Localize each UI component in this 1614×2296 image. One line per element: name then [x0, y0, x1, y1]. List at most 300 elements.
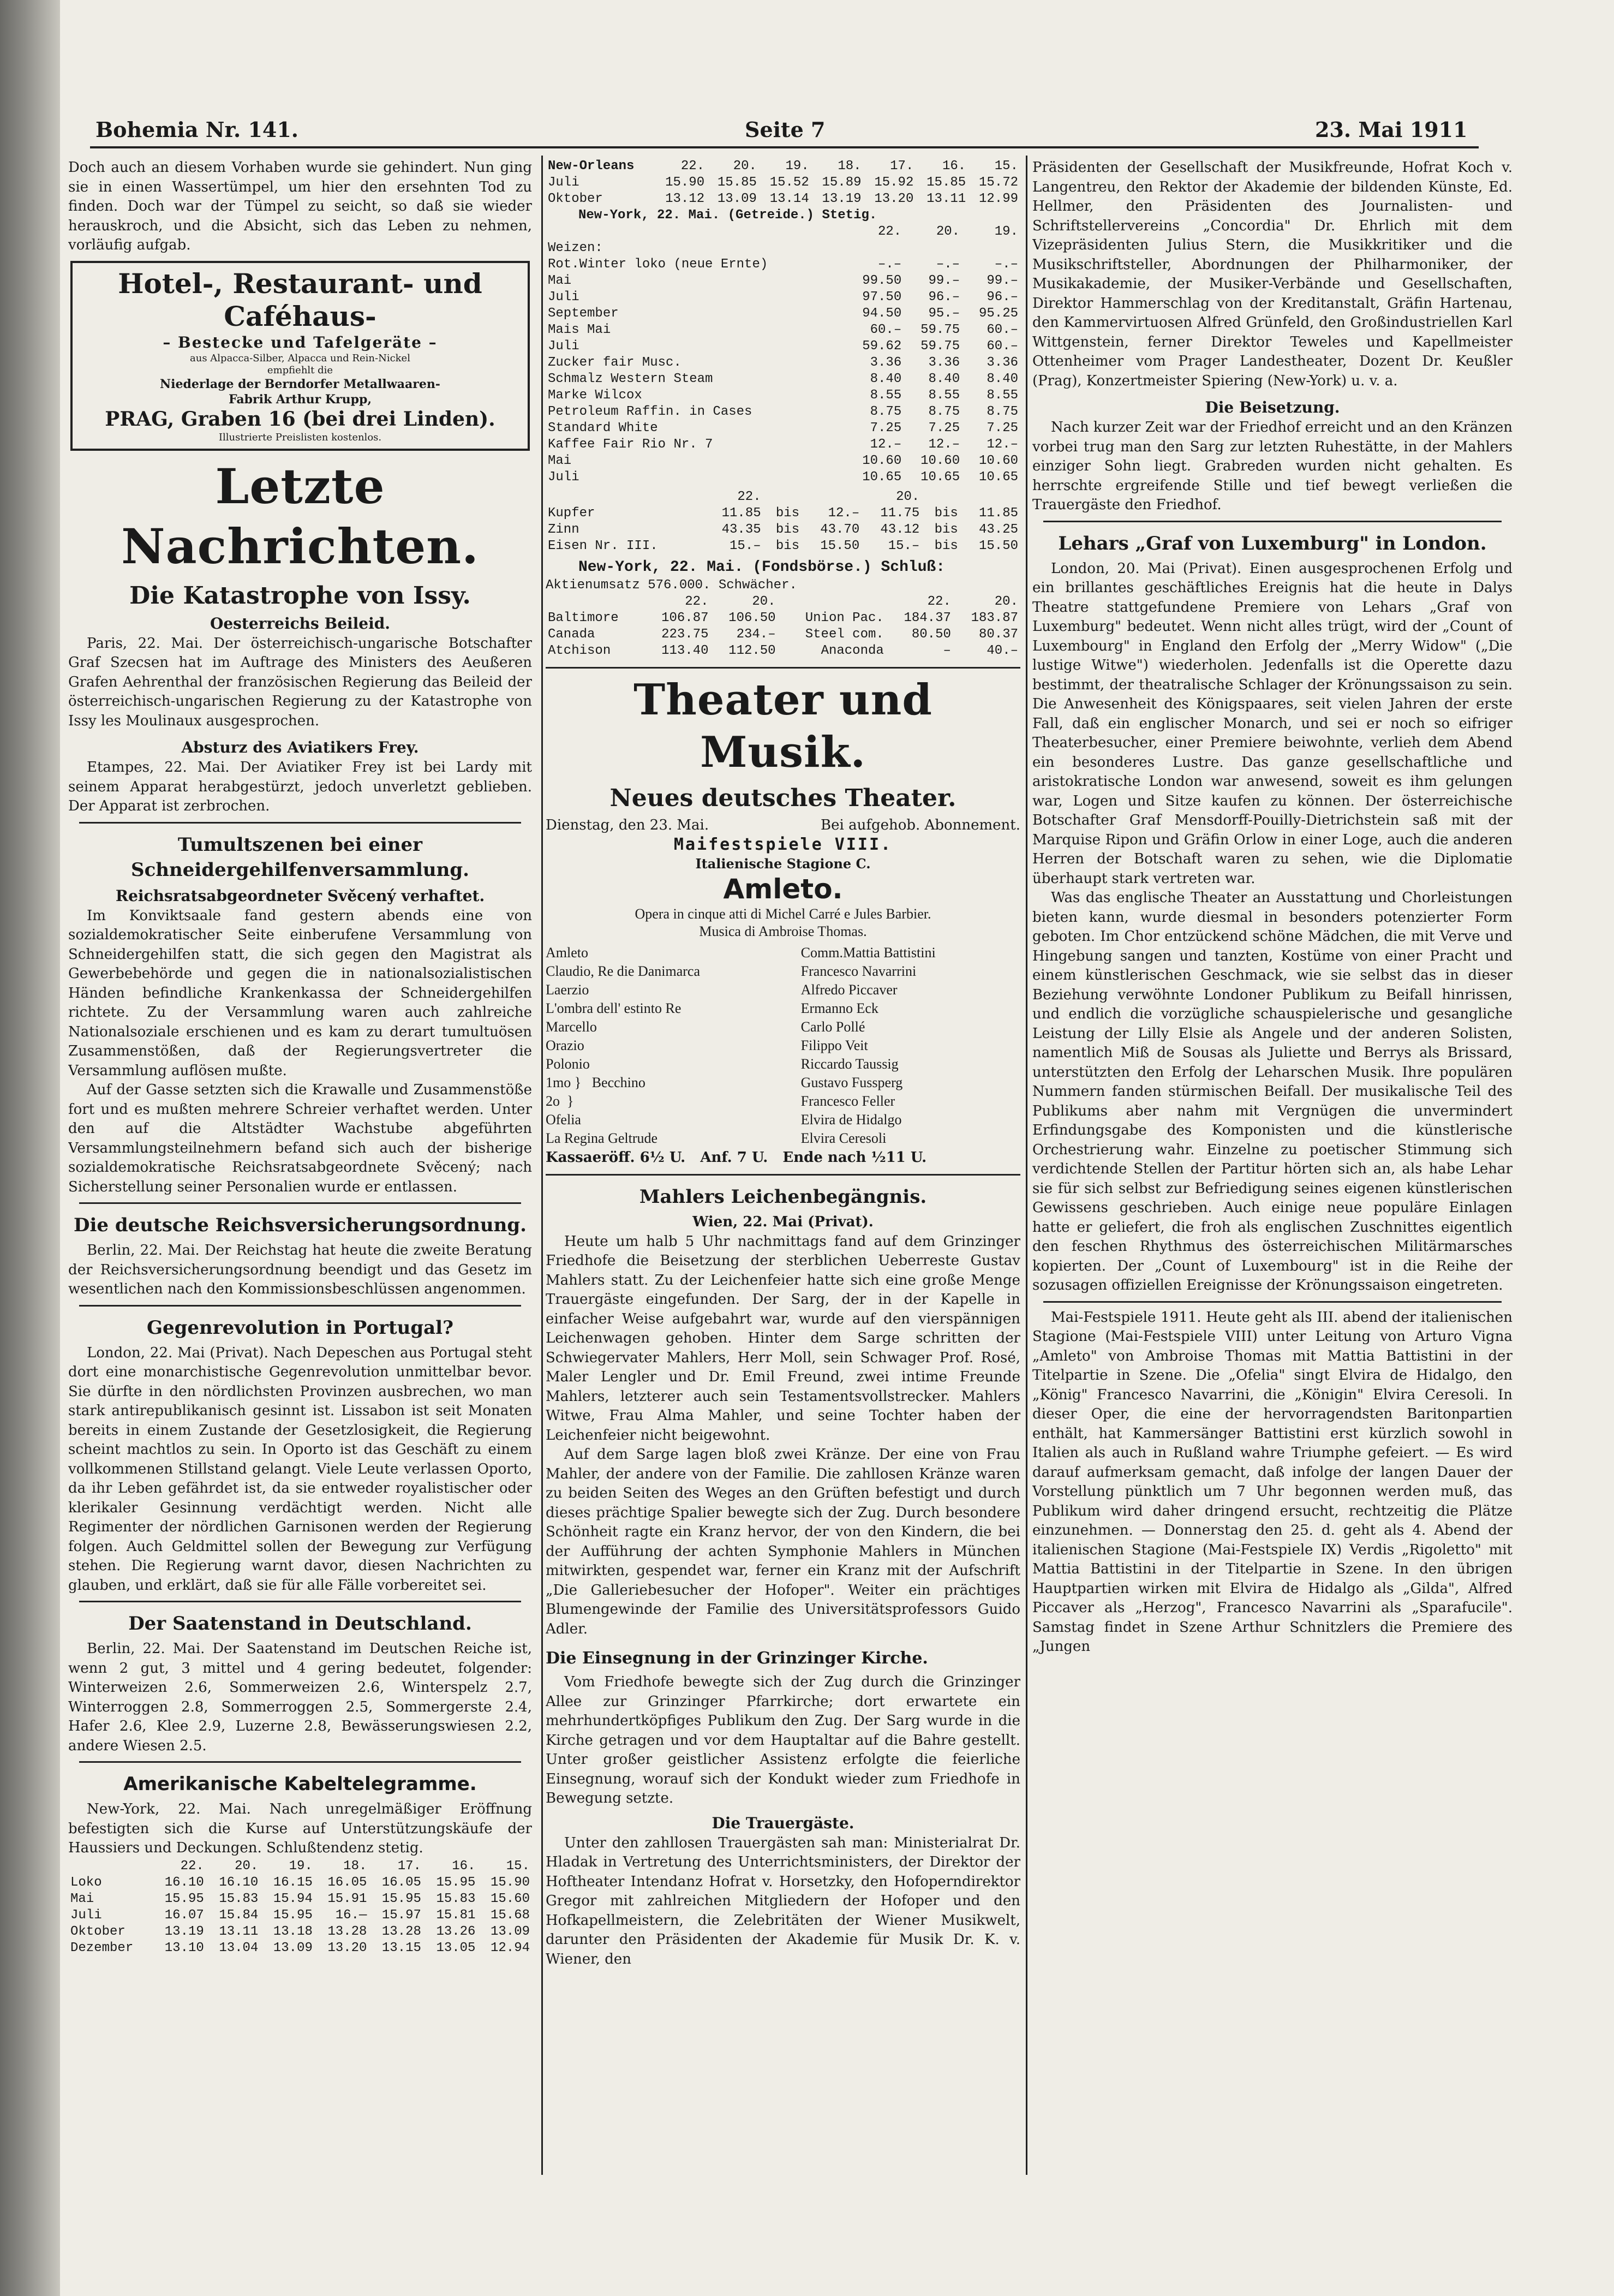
table-cell: 8.40	[987, 372, 1018, 386]
table-cell: bis	[934, 522, 958, 537]
table-cell: Kaffee Fair Rio Nr. 7	[548, 437, 713, 452]
table-cell: 7.25	[928, 421, 960, 436]
cotton-table-newyork	[68, 1858, 532, 1957]
table-cell: 15.85	[926, 175, 966, 190]
table-cell: 106.87	[661, 611, 709, 625]
table-cell: 10.65	[978, 470, 1018, 485]
article-title-issy: Die Katastrophe von Issy.	[129, 581, 471, 610]
table-cell: 13.12	[665, 192, 705, 206]
table-row	[546, 627, 1020, 643]
separator	[1043, 521, 1502, 522]
table-cell: 16.	[942, 159, 966, 174]
table-cell: 16.05	[327, 1875, 367, 1890]
table-cell: 43.25	[978, 522, 1018, 537]
table-cell: 43.35	[721, 522, 761, 537]
table-cell: 16.05	[381, 1875, 421, 1890]
table-cell: 15.	[994, 159, 1018, 174]
table-cell	[845, 240, 904, 257]
table-cell: 15.97	[381, 1907, 421, 1923]
cast-singer: Francesco Navarrini	[800, 963, 917, 979]
cast-role: 1mo } Becchino	[546, 1075, 645, 1090]
table-cell: Mai	[70, 1891, 94, 1906]
separator	[79, 1601, 521, 1602]
table-header-cell: 22.	[685, 594, 709, 609]
cast-row	[546, 1036, 1020, 1055]
table-cell: 99.50	[862, 273, 902, 288]
table-cell: 16.10	[219, 1875, 259, 1890]
table-cell: 22.	[680, 159, 705, 174]
article-text-einsegnung: Vom Friedhofe bewegte sich der Zug durch die Grinzinger Allee zur Grinzinger Pfarrkirche; dort erwartete ein mehrhundertköpfiges Publikum den Zug. Der Sarg wurde in die Kirche getragen und vor dem Hauptaltar auf die Bahre gestellt. Unter großer geistlicher Assistenz erfolgte die feierliche Einsegnung, worauf sich der Kondukt wieder zum Friedhofe in Bewegung setzte.	[546, 1674, 1020, 1806]
table-header-cell: 20.	[896, 490, 920, 504]
table-row	[546, 522, 1020, 538]
table-cell: 12.–	[828, 506, 860, 521]
table-cell: Anaconda	[821, 643, 884, 658]
table-cell: Mai	[548, 273, 572, 288]
table-cell: Dezember	[70, 1940, 134, 1955]
table-cell: 15.–	[730, 539, 761, 553]
table-cell: Juli	[548, 339, 579, 354]
article-title-tumult: Tumultszenen bei einer Schneidergehilfenversammlung.	[131, 833, 469, 881]
cast-singer: Riccardo Taussig	[800, 1056, 899, 1072]
table-cell: 13.04	[219, 1940, 259, 1955]
table-cell: Mai	[548, 454, 572, 468]
cast-singer: Comm.Mattia Battistini	[800, 945, 936, 961]
cast-role: Amleto	[546, 945, 588, 961]
table-header-row	[546, 489, 1020, 505]
table-header-cell: 15.	[506, 1858, 530, 1874]
table-row	[546, 505, 1020, 522]
table-cell: 59.75	[920, 323, 960, 337]
table-cell: 13.26	[436, 1924, 476, 1939]
table-header-cell	[546, 594, 643, 610]
separator	[79, 1305, 521, 1307]
table-cell: 8.40	[928, 372, 960, 386]
table-cell: 10.65	[862, 470, 902, 485]
cast-row	[546, 944, 1020, 962]
table-header-cell: 20.	[235, 1858, 259, 1874]
table-row	[546, 610, 1020, 627]
table-cell	[904, 240, 962, 257]
table-header-cell: 17.	[397, 1858, 421, 1874]
article-text-frey: Etampes, 22. Mai. Der Aviatiker Frey ist bei Lardy mit seinem Apparat herabgestürzt, jedoch unverletzt geblieben. Der Apparat ist zerbrochen.	[68, 759, 532, 814]
table-cell: Rot.Winter loko (neue Ernte)	[548, 257, 768, 272]
table-cell: Kupfer	[548, 506, 595, 521]
table-cell: 13.15	[381, 1940, 421, 1955]
ad-address: PRAG, Graben 16 (bei drei Linden).	[105, 407, 495, 431]
advertisement-box	[70, 261, 530, 451]
table-cell: 8.55	[870, 388, 902, 403]
article-text-lehar-2: Was das englische Theater an Ausstattung und Chorleistungen bieten kann, wurde diesmal in besonders potenzierter Form geboten. Im Chor entzückend schöne Mädchen, die mit Verve und Hingebung sangen und tanzten, Kostüme von einer Pracht und einem künstlerischen Geschmack, wie sie selbst das in dieser Beziehung verwöhnte Londoner Publikum zu Beifall hinrissen, und endlich die vorzügliche schauspielerische und gesangliche Leistung der Lilly Elsie als Angele und der anderen Solisten, namentlich Miß de Sousas als Juliette und Berrys als Brissard, unterstützten den Erfolg der Leharschen Musik. Ihre populären Nummern fanden stürmischen Beifall. Der musikalische Teil des Publikums aber nahm mit Vergnügen die unvermindert Erfindungsgabe des Komponisten und die künstlerische Orchestrierung wahr. Einzelne zu poetischer Stimmung sich verdichtende Stellen der Partitur hörten sich an, als habe Lehar sie für sich selbst zur Befriedigung seines eigenen künstlerischen Gewissens geschrieben. Auch einige neue populäre Einlagen hatte er geliefert, die froh als englischen Zuschnittes eigentlich den feschen Rhythmus des österreichischen Militärmarsches kopierten. Der „Count of Luxembourg" ist in die Reihe der sozusagen offiziellen Ereignisse der Krönungssaison eingetreten.	[1032, 890, 1513, 1293]
cast-row	[546, 1018, 1020, 1036]
table-cell: 94.50	[862, 306, 902, 321]
ad-line-5: Niederlage der Berndorfer Metallwaaren-	[160, 377, 440, 391]
separator	[79, 822, 521, 824]
separator	[1043, 1301, 1502, 1303]
table-cell: 12.–	[987, 437, 1018, 452]
stagione-name: Italienische Stagione C.	[695, 856, 871, 872]
cast-singer: Alfredo Piccaver	[800, 982, 898, 998]
metal-table	[546, 489, 1020, 554]
section-rule	[546, 667, 1020, 669]
table-cell: Marke Wilcox	[548, 388, 642, 403]
column-2	[546, 158, 1020, 2178]
table-row	[546, 322, 1020, 338]
table-row	[546, 273, 1020, 289]
table-cell: 18.	[838, 159, 862, 174]
article-text-tumult-1: Im Konviktsaale fand gestern abends eine von sozialdemokratischer Seite einberufene Versammlung von Schneidergehilfen statt, die sich gegen den Magistrat als Gewerbebehörde und gegen die in nationalsozialistischen Händen befindliche Krankenkassa der Schneidergehilfen richtete. Zu der Versammlung waren auch zahlreiche Nationalsoziale erschienen und es kam zu derart tumultuösen Zusammenstößen, daß der Regierungsvertreter die Versammlung auflösen mußte.	[68, 907, 532, 1079]
table-cell: bis	[934, 539, 958, 553]
table-cell: Zucker fair Musc.	[548, 355, 682, 370]
table-header-cell: 16.	[452, 1858, 476, 1874]
article-title-mahler: Mahlers Leichenbegängnis.	[639, 1186, 927, 1208]
table-cell: 15.52	[769, 175, 809, 190]
table-cell: 15.–	[888, 539, 920, 553]
table-cell: 13.28	[381, 1924, 421, 1939]
table-cell: 7.25	[870, 421, 902, 436]
intro-paragraph: Doch auch an diesem Vorhaben wurde sie gehindert. Nun ging sie in einen Wassertümpel, um hier den ersehnten Tod zu finden. Doch war der Tümpel zu seicht, so daß sie wieder herauskroch, und die Absicht, sich das Leben zu nehmen, vorläufig aufgab.	[68, 159, 532, 253]
cast-role: Claudio, Re die Danimarca	[546, 963, 701, 979]
cast-role: Ofelia	[546, 1112, 581, 1128]
table-cell: 15.85	[717, 175, 757, 190]
table-header-cell	[68, 1858, 152, 1875]
table-row	[546, 257, 1020, 273]
table-row	[546, 538, 1020, 554]
table-cell: 60.–	[870, 323, 902, 337]
article-title-reichsversicherung: Die deutsche Reichsversicherungsordnung.	[74, 1214, 527, 1236]
table-cell: Mais Mai	[548, 323, 611, 337]
table-cell: 13.28	[327, 1924, 367, 1939]
header-rule	[90, 146, 1479, 148]
cast-row	[546, 981, 1020, 999]
table-cell: 15.90	[490, 1875, 530, 1890]
table-cell: 15.83	[436, 1891, 476, 1906]
table-cell: Atchison	[548, 643, 611, 658]
table-header-cell: 19.	[994, 224, 1018, 239]
table-cell: Weizen:	[548, 241, 603, 255]
article-text-kabel: New-York, 22. Mai. Nach unregelmäßiger Eröffnung befestigten sich die Kurse auf Unterstützungskäufe der Haussiers und Deckungen. Schlußtendenz stetig.	[68, 1801, 532, 1856]
table-cell: 43.12	[880, 522, 920, 537]
article-text-saatenstand: Berlin, 22. Mai. Der Saatenstand im Deutschen Reiche ist, wenn 2 gut, 3 mittel und 4 gering bedeutet, folgender: Winterweizen 2.6, Sommerweizen 2.6, Winterspelz 2.7, Winterroggen 2.8, Sommerroggen 2.5, Sommergerste 2.4, Hafer 2.6, Klee 2.9, Luzerne 2.8, Bewässerungswiesen 2.2, andere Wiesen 2.5.	[68, 1641, 532, 1754]
table-cell: 16.07	[164, 1907, 204, 1923]
table-cell: 96.–	[987, 290, 1018, 305]
table-cell: Juli	[548, 470, 579, 485]
column-rule-2	[1026, 156, 1027, 2175]
cast-role: Polonio	[546, 1056, 590, 1072]
table-cell: 16.—	[335, 1907, 367, 1923]
table-cell: Eisen Nr. III.	[548, 539, 658, 553]
table-header-cell: 20.	[936, 224, 960, 239]
cast-role: 2o }	[546, 1093, 574, 1109]
table-header-row	[546, 224, 1020, 240]
table-cell: 10.60	[862, 454, 902, 468]
table-cell: 60.–	[987, 339, 1018, 354]
table-header-cell: 22.	[737, 490, 761, 504]
cast-singer: Filippo Veit	[800, 1037, 868, 1053]
table-row	[68, 1907, 532, 1924]
table-cell: bis	[934, 506, 958, 521]
article-text-beisetzung: Nach kurzer Zeit war der Friedhof erreicht und an den Kränzen vorbei trug man den Sarg zur letzten Ruhestätte, in der Mahlers einziger Sohn liegt. Grabreden wurden nicht gehalten. Es herrschte ergreifende Stille und tief bewegt verließen die Trauergäste den Friedhof.	[1032, 419, 1513, 513]
table-cell: 15.89	[822, 175, 862, 190]
table-cell: 15.95	[436, 1875, 476, 1890]
table-row	[546, 643, 1020, 659]
table-cell: 11.85	[978, 506, 1018, 521]
table-cell: 15.91	[327, 1891, 367, 1906]
table-header-row	[546, 594, 1020, 610]
table-header-cell: 19.	[289, 1858, 313, 1874]
table-cell: New-Orleans	[548, 159, 635, 174]
article-text-mahler-1: Heute um halb 5 Uhr nachmittags fand auf dem Grinzinger Friedhofe die Beisetzung der sterblichen Ueberreste Gustav Mahlers statt. Zu der Leichenfeier hatte sich eine große Menge Trauergäste eingefunden. Der Sarg, der in der Kapelle in einfacher Weise aufgebahrt war, wurde auf den vierspännigen Leichenwagen gehoben. Hinter dem Sarge schritten der Schwiegervater Mahlers, Herr Moll, sein Schwager Prof. Rosé, Maler Lengler und Dr. Emil Freund, zwei intime Freunde Mahlers, letzterer auch sein Testamentsvollstrecker. Mahlers Witwe, Frau Alma Mahler, und seine Tochter haben der Leichenfeier nicht beigewohnt.	[546, 1233, 1020, 1444]
article-text-reichsversicherung: Berlin, 22. Mai. Der Reichstag hat heute die zweite Beratung der Reichsversicherungsordnung beendigt und das Gesetz im wesentlichen nach den Kommissionsbeschlüssen angenommen.	[68, 1242, 532, 1297]
table-cell: 60.–	[987, 323, 1018, 337]
article-subtitle-trauergaeste: Die Trauergäste.	[712, 1814, 854, 1832]
article-title-portugal: Gegenrevolution in Portugal?	[146, 1316, 454, 1339]
ad-footer: Illustrierte Preislisten kostenlos.	[218, 431, 382, 443]
ad-line-6: Fabrik Arthur Krupp,	[228, 392, 372, 407]
table-cell: 97.50	[862, 290, 902, 305]
cast-role: La Regina Geltrude	[546, 1130, 658, 1146]
table-cell: 3.36	[987, 355, 1018, 370]
table-cell: Loko	[70, 1875, 102, 1890]
table-row	[68, 1875, 532, 1891]
table-row	[546, 437, 1020, 453]
article-subtitle-beileid: Oesterreichs Beileid.	[210, 614, 391, 633]
table-cell: 234.–	[736, 627, 776, 642]
article-title-saatenstand: Der Saatenstand in Deutschland.	[128, 1613, 472, 1635]
table-row	[546, 306, 1020, 322]
cast-row	[546, 1074, 1020, 1092]
cast-list	[546, 944, 1020, 1148]
table-cell: 59.62	[862, 339, 902, 354]
performance-times: Kassaeröff. 6½ U. Anf. 7 U. Ende nach ½11 U.	[546, 1149, 927, 1166]
stock-subheading: Aktienumsatz 576.000. Schwächer.	[546, 578, 797, 593]
table-cell: 40.–	[987, 643, 1018, 658]
table-cell: 8.75	[987, 404, 1018, 419]
table-cell: 13.09	[273, 1940, 313, 1955]
table-row	[68, 1940, 532, 1957]
table-cell: –.–	[994, 257, 1018, 272]
table-cell: Baltimore	[548, 611, 619, 625]
table-cell: 8.55	[928, 388, 960, 403]
article-text-portugal: London, 22. Mai (Privat). Nach Depeschen aus Portugal steht dort eine monarchistische Gegenrevolution unmittelbar bevor. Sie dürfte in den nördlichsten Provinzen ausbrechen, wo man stark antirepublikanisch gesinnt ist. Lissabon ist seit Monaten bereits in einem Zustande der Gesetzlosigkeit, die Regierung scheint machtlos zu sein. In Oporto ist das Geschäft zu einem vollkommenen Stillstand gelangt. Viele Leute verlassen Oporto, da ihr Leben gefährdet ist, da sie entweder royalistischer oder klerikaler Gesinnung verdächtigt werden. Nicht alle Regimenter der nördlichen Garnisonen werden der Regierung folgen. Auch Geldmittel sollen der Bewegung zur Verfügung stehen. Die Regierung warnt davor, diesen Nachrichten zu glauben, und erklärt, daß sie für alle Fälle vorbereitet sei.	[68, 1344, 532, 1594]
table-cell: Steel com.	[805, 627, 884, 642]
cast-singer: Elvira de Hidalgo	[800, 1112, 902, 1128]
table-cell: Union Pac.	[805, 611, 884, 625]
table-header-cell	[763, 489, 802, 505]
table-cell: 17.	[890, 159, 914, 174]
table-cell: Oktober	[70, 1924, 125, 1939]
cast-role: Laerzio	[546, 982, 589, 998]
table-cell: 10.60	[920, 454, 960, 468]
column-3	[1032, 158, 1513, 2178]
ad-title: Hotel-, Restaurant- und Caféhaus-	[118, 267, 482, 332]
separator	[79, 1202, 521, 1204]
table-cell: 80.37	[978, 627, 1018, 642]
table-header-cell: 22.	[927, 594, 951, 609]
cotton-table-neworleans	[546, 158, 1020, 207]
mahler-dateline: Wien, 22. Mai (Privat).	[692, 1214, 874, 1230]
table-cell: 15.95	[381, 1891, 421, 1906]
table-cell: 99.–	[928, 273, 960, 288]
table-cell: 8.40	[870, 372, 902, 386]
article-subtitle-einsegnung: Die Einsegnung in der Grinzinger Kirche.	[546, 1649, 928, 1668]
table-cell: –.–	[936, 257, 960, 272]
header-left: Bohemia Nr. 141.	[95, 117, 299, 142]
table-cell: 15.60	[490, 1891, 530, 1906]
opera-title: Amleto.	[723, 873, 843, 905]
table-header-cell: 20.	[994, 594, 1018, 609]
article-text-tumult-2: Auf der Gasse setzten sich die Krawalle und Zusammenstöße fort und es mußten mehrere Schreier verhaftet werden. Unter den auf die Altstädter Wachstube abgeführten Versammlungsteilnehmern befand sich auch der bisherige sozialdemokratische Reichsratsabgeordnete Svěcený; nach Sicherstellung seiner Personalien wurde er entlassen.	[68, 1082, 532, 1195]
table-cell	[962, 240, 1020, 257]
table-cell: 112.50	[728, 643, 776, 658]
table-cell: 13.19	[822, 192, 862, 206]
table-cell: 15.92	[874, 175, 914, 190]
table-cell: 15.83	[219, 1891, 259, 1906]
cast-role: Orazio	[546, 1037, 584, 1053]
article-text-maifestspiele: Mai-Festspiele 1911. Heute geht als III. abend der italienischen Stagione (Mai-Festspiele VIII) unter Leitung von Arturo Vigna „Amleto" von Ambroise Thomas mit Mattia Battistini in der Titelpartie in Szene. Die „Ofelia" singt Elvira de Hidalgo, den „König" Francesco Navarrini, die „Königin" Elvira Ceresoli. In dieser Oper, die eine der hervorragendsten Baritonpartien enthält, hat Kammersänger Battistini erst kürzlich sowohl in Italien als auch in Rußland wahre Triumphe gefeiert. — Es wird darauf aufmerksam gemacht, daß infolge der langen Dauer der Vorstellung pünktlich um 7 Uhr begonnen werden muß, das Publikum wird daher dringend ersucht, rechtzeitig die Plätze einzunehmen. — Donnerstag den 25. d. geht als 4. Abend der italienischen Stagione (Mai-Festspiele IX) Verdis „Rigoletto" mit Mattia Battistini in der Titelpartie in Szene. In den übrigen Hauptpartien wirken mit Elvira de Hidalgo als „Gilda", Alfred Piccaver als „Herzog", Francesco Navarrini als „Sparafucile". Samstag findet in Szene Arthur Schnitzlers die Premiere des „Jungen	[1032, 1309, 1513, 1655]
cast-role: Marcello	[546, 1019, 597, 1035]
table-row	[546, 240, 1020, 257]
table-cell: 12.–	[870, 437, 902, 452]
table-header-cell	[546, 489, 703, 505]
cast-row	[546, 1111, 1020, 1129]
table-cell: –.–	[878, 257, 902, 272]
main-section-title: Letzte Nachrichten.	[121, 457, 479, 575]
table-cell: Juli	[548, 175, 579, 190]
opera-subtitle-1: Opera in cinque atti di Michel Carré e Jules Barbier.	[635, 906, 931, 922]
table-cell: 16.10	[164, 1875, 204, 1890]
ad-line-2: – Bestecke und Tafelgeräte –	[163, 333, 438, 351]
table-cell: Schmalz Western Steam	[548, 372, 713, 386]
table-cell: 12.99	[978, 192, 1018, 206]
table-cell: 11.85	[721, 506, 761, 521]
table-cell: 15.50	[820, 539, 860, 553]
article-subtitle-beisetzung: Die Beisetzung.	[1205, 398, 1340, 416]
table-cell: 11.75	[880, 506, 920, 521]
grain-heading: New-York, 22. Mai. (Getreide.) Stetig.	[578, 208, 877, 223]
table-cell: 15.95	[273, 1907, 313, 1923]
table-cell: Standard White	[548, 421, 658, 436]
table-header-cell	[546, 224, 845, 240]
table-cell: 19.	[785, 159, 809, 174]
table-cell: 13.10	[164, 1940, 204, 1955]
table-row	[546, 404, 1020, 420]
table-cell: Oktober	[548, 192, 603, 206]
table-cell: Petroleum Raffin. in Cases	[548, 404, 752, 419]
opera-subtitle-2: Musica di Ambroise Thomas.	[699, 923, 867, 939]
table-cell: 10.60	[978, 454, 1018, 468]
table-cell: –	[943, 643, 951, 658]
separator	[79, 1761, 521, 1763]
article-subtitle-frey: Absturz des Aviatikers Frey.	[181, 738, 419, 756]
table-cell: 16.15	[273, 1875, 313, 1890]
table-cell: 13.20	[327, 1940, 367, 1955]
festival-name: Maifestspiele VIII.	[673, 835, 893, 854]
table-cell: Juli	[548, 290, 579, 305]
table-header-cell: 22.	[878, 224, 902, 239]
table-cell: 13.20	[874, 192, 914, 206]
column-1	[68, 158, 532, 2178]
table-cell: 15.50	[978, 539, 1018, 553]
table-cell: 15.84	[219, 1907, 259, 1923]
table-cell: 106.50	[728, 611, 776, 625]
cast-singer: Carlo Pollé	[800, 1019, 865, 1035]
table-cell: Zinn	[548, 522, 579, 537]
header-page-number: Seite 7	[745, 117, 826, 142]
table-row	[546, 420, 1020, 437]
table-cell: 13.11	[926, 192, 966, 206]
table-cell: Juli	[70, 1907, 102, 1923]
table-cell: 13.18	[273, 1924, 313, 1939]
table-cell: 15.81	[436, 1907, 476, 1923]
table-cell: September	[548, 306, 619, 321]
cast-row	[546, 1092, 1020, 1111]
table-cell: 12.94	[490, 1940, 530, 1955]
table-cell: 59.75	[920, 339, 960, 354]
table-cell: bis	[775, 539, 800, 553]
article-text-mahler-2: Auf dem Sarge lagen bloß zwei Kränze. Der eine von Frau Mahler, der andere von der Familie. Die zahllosen Kränze waren zu beiden Seiten des Weges an den Grüften befestigt und durch dieses prächtige Spalier bewegte sich der Zug. Durch besondere Schönheit ragte ein Kranz hervor, der von den Kindern, die bei der Aufführung der achten Symphonie Mahlers in München mitwirkten, gespendet war, ferner ein Kranz mit der Aufschrift „Die Galleriebesucher der Hofoper". Weiter ein prächtiges Blumengewinde der Familie des Universitätsprofessors Guido Adler.	[546, 1446, 1020, 1637]
table-cell: 223.75	[661, 627, 709, 642]
article-text-issy: Paris, 22. Mai. Der österreichisch-ungarische Botschafter Graf Szecsen hat im Auftrage des Ministers des Aeußeren Grafen Aehrenthal der französischen Regierung das Beileid der österreichisch-ungarischen Regierung zu der Katastrophe von Issy les Moulinaux ausgesprochen.	[68, 635, 532, 729]
table-cell: 15.72	[978, 175, 1018, 190]
cast-row	[546, 1129, 1020, 1148]
ad-line-4: empfiehlt die	[267, 364, 333, 376]
table-cell: 95.–	[928, 306, 960, 321]
table-cell: 13.09	[717, 192, 757, 206]
table-cell: 8.75	[870, 404, 902, 419]
table-cell: 10.65	[920, 470, 960, 485]
cast-singer: Gustavo Fussperg	[800, 1075, 903, 1090]
theater-name: Neues deutsches Theater.	[609, 784, 957, 812]
page-header	[65, 117, 1468, 145]
table-cell: 183.87	[971, 611, 1018, 625]
table-cell: 3.36	[928, 355, 960, 370]
cast-row	[546, 1055, 1020, 1074]
stock-table	[546, 594, 1020, 659]
theater-date: Dienstag, den 23. Mai.	[546, 817, 709, 833]
table-cell: 113.40	[661, 643, 709, 658]
table-cell: 96.–	[928, 290, 960, 305]
table-header-cell	[778, 594, 886, 610]
cast-role: L'ombra dell' estinto Re	[546, 1000, 682, 1016]
table-cell: 95.25	[978, 306, 1018, 321]
table-cell: 8.55	[987, 388, 1018, 403]
table-row	[546, 158, 1020, 175]
table-row	[68, 1924, 532, 1940]
table-cell: 80.50	[911, 627, 951, 642]
table-cell: 15.68	[490, 1907, 530, 1923]
table-cell: 184.37	[904, 611, 951, 625]
article-text-trauergaeste-cont: Präsidenten der Gesellschaft der Musikfreunde, Hofrat Koch v. Langentreu, den Rektor der Akademie der bildenden Künste, Ed. Hellmer, den Präsidenten des Journalisten- und Schriftstellervereins „Concordia" Dr. Ehrlich mit dem Vizepräsidenten Julius Stern, die Musikkritiker und die Musikschriftsteller, Abordnungen der Philharmoniker, der Musikakademie, der Musiker-Verbände und Gesellschaften, Direktor Hammerschlag von der Kreditanstalt, Gräfin Hartenau, den Kammervirtuosen Alfred Grünfeld, den Großindustriellen Karl Wittgenstein, ferner Direktor Teweles und Kapellmeister Ottenheimer vom Prager Landestheater, Dozent Dr. Keußler (Prag), Konzertmeister Spiering (New-York) u. v. a.	[1032, 159, 1513, 389]
column-rule-1	[541, 156, 543, 2175]
table-cell: 13.14	[769, 192, 809, 206]
table-row	[546, 387, 1020, 404]
table-cell: 43.70	[820, 522, 860, 537]
table-row	[546, 175, 1020, 191]
table-cell: 20.	[733, 159, 757, 174]
header-date: 23. Mai 1911	[1315, 117, 1468, 142]
table-cell: 3.36	[870, 355, 902, 370]
cast-singer: Ermanno Eck	[800, 1000, 878, 1016]
table-cell: 15.94	[273, 1891, 313, 1906]
table-cell: bis	[775, 522, 800, 537]
table-cell: 8.75	[928, 404, 960, 419]
table-row	[68, 1891, 532, 1907]
table-cell: 7.25	[987, 421, 1018, 436]
stock-heading: New-York, 22. Mai. (Fondsbörse.) Schluß:	[578, 559, 946, 576]
table-cell: Canada	[548, 627, 595, 642]
cast-row	[546, 999, 1020, 1018]
article-text-trauergaeste: Unter den zahllosen Trauergästen sah man: Ministerialrat Dr. Hladak in Vertretung des Unterrichtsministers, der Direktor der Hoftheater Intendanz Hofrat v. Horsetzky, den Hofoperndirektor Gregor mit zahlreichen Mitgliedern der Hofoper und den Hofkapellmeistern, die Zelebritäten der Wiener Musikwelt, darunter den Präsidenten der Akademie für Musik Dr. K. v. Wiener, den	[546, 1834, 1020, 1967]
